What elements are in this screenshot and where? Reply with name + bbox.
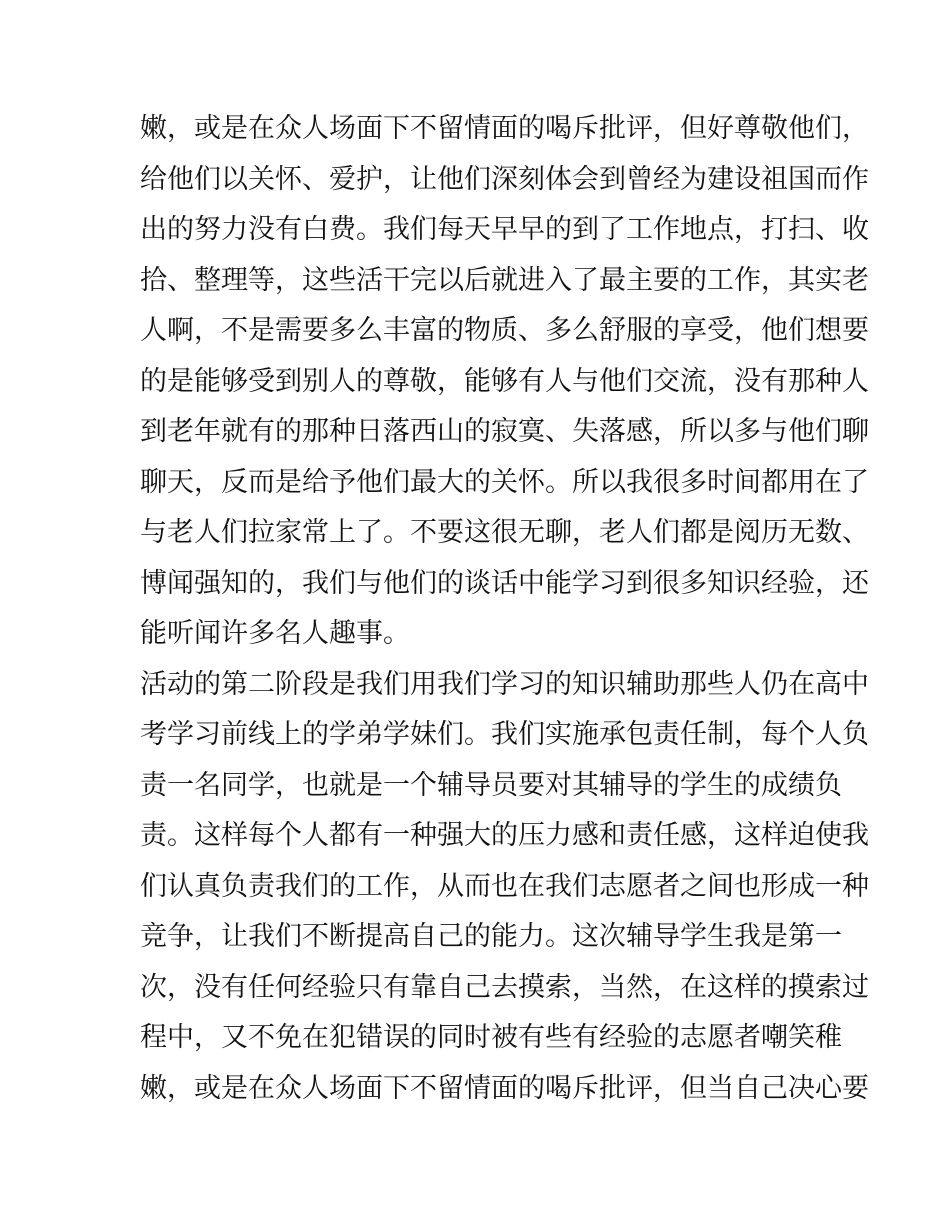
text-line-11: 能听闻许多名人趣事。 <box>140 618 410 649</box>
text-line-1: 嫩，或是在众人场面下不留情面的喝斥批评，但好尊敬他们， <box>140 113 869 144</box>
text-line-8: 聊天，反而是给予他们最大的关怀。所以我很多时间都用在了 <box>140 466 869 498</box>
text-line-3: 出的努力没有白费。我们每天早早的到了工作地点，打扫、收 <box>140 214 869 245</box>
text-line-20: 嫩，或是在众人场面下不留情面的喝斥批评，但当自己决心要 <box>140 1072 869 1104</box>
text-line-18: 次，没有任何经验只有靠自己去摸索，当然，在这样的摸索过 <box>140 971 869 1003</box>
text-line-12: 活动的第二阶段是我们用我们学习的知识辅助那些人仍在高中 <box>140 668 869 700</box>
text-line-19: 程中，又不免在犯错误的同时被有些有经验的志愿者嘲笑稚 <box>140 1022 842 1053</box>
text-line-7: 到老年就有的那种日落西山的寂寞、失落感，所以多与他们聊 <box>140 416 869 447</box>
text-line-5: 人啊，不是需要多么丰富的物质、多么舒服的享受，他们想要 <box>140 315 869 346</box>
body-text <box>140 104 869 1114</box>
text-line-13: 考学习前线上的学弟学妹们。我们实施承包责任制，每个人负 <box>140 719 869 750</box>
text-line-2: 给他们以关怀、爱护，让他们深刻体会到曾经为建设祖国而作 <box>140 163 869 195</box>
text-line-4: 拾、整理等，这些活干完以后就进入了最主要的工作，其实老 <box>140 264 869 296</box>
text-line-17: 竞争，让我们不断提高自己的能力。这次辅导学生我是第一 <box>140 921 842 952</box>
text-line-6: 的是能够受到别人的尊敬，能够有人与他们交流，没有那种人 <box>140 365 869 397</box>
text-line-14: 责一名同学，也就是一个辅导员要对其辅导的学生的成绩负 <box>140 769 842 801</box>
text-line-16: 们认真负责我们的工作，从而也在我们志愿者之间也形成一种 <box>140 870 869 902</box>
text-line-15: 责。这样每个人都有一种强大的压力感和责任感，这样迫使我 <box>140 820 869 851</box>
text-line-10: 博闻强知的，我们与他们的谈话中能学习到很多知识经验，还 <box>140 567 869 599</box>
text-line-9: 与老人们拉家常上了。不要这很无聊，老人们都是阅历无数、 <box>140 517 869 548</box>
